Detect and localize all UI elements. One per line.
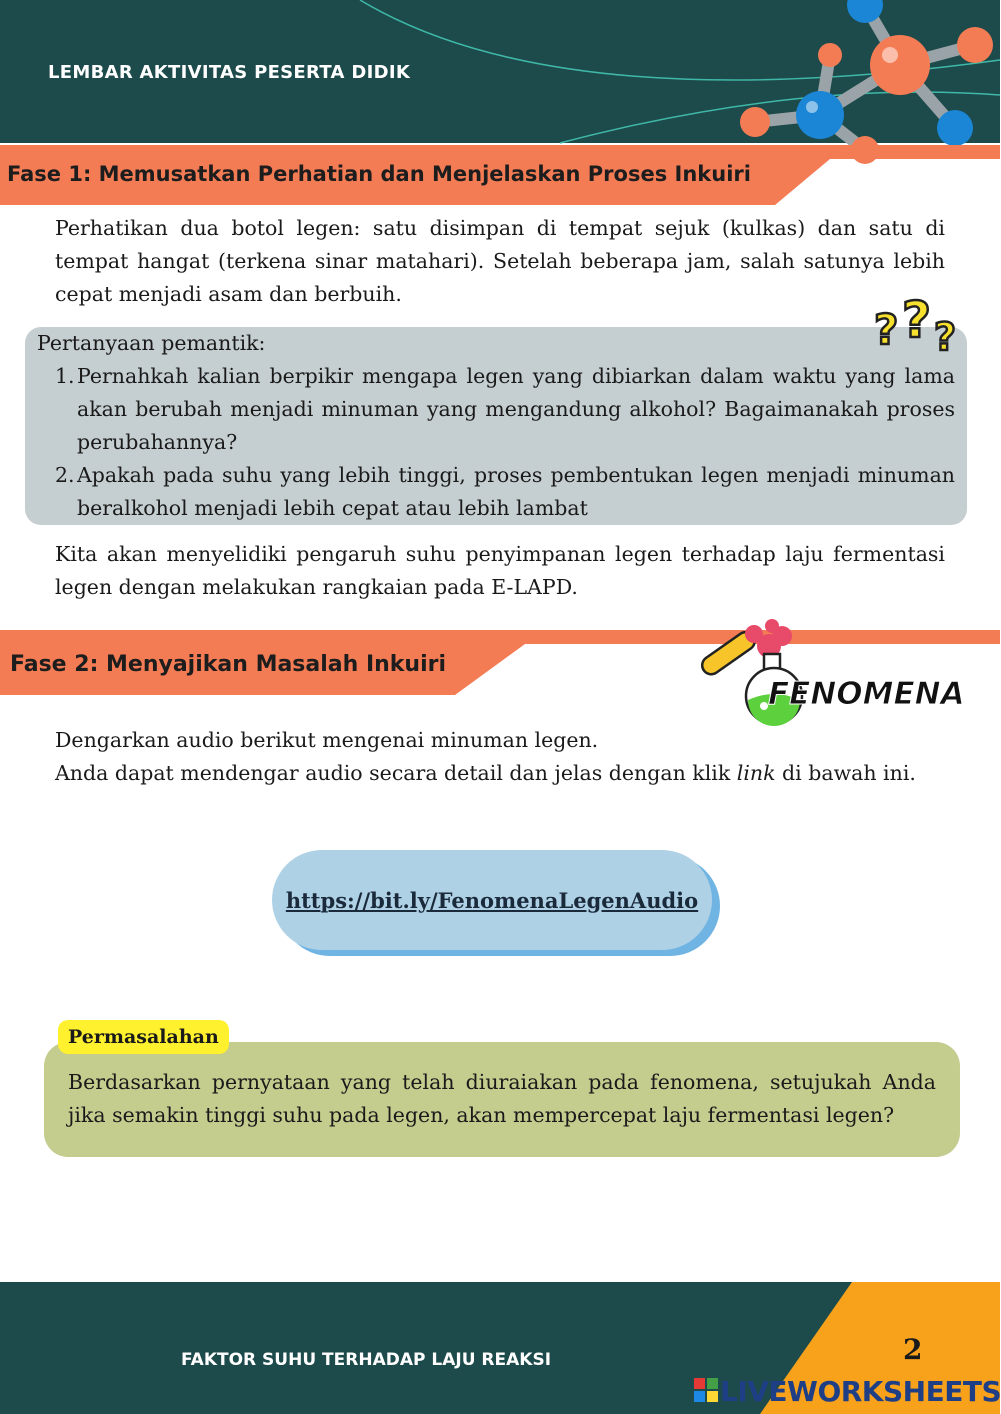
question-text: Pernahkah kalian berpikir mengapa legen yang dibiarkan dalam waktu yang lama akan berubah menjadi minuman yang mengandung alkohol? Bagaimanakah proses perubahannya? [77,364,955,454]
question-item [25,360,955,459]
phase2-line2-before: Anda dapat mendengar audio secara detail dan jelas dengan klik [55,761,737,785]
audio-link-pill [272,850,712,950]
problem-box [44,1042,960,1157]
liveworksheets-logo-icon [694,1378,720,1404]
phase1-closing: Kita akan menyelidiki pengaruh suhu penyimpanan legen terhadap laju fermentasi legen dengan melakukan rangkaian pada E-LAPD. [55,542,945,599]
svg-text:?: ? [934,315,957,359]
problem-text: Berdasarkan pernyataan yang telah diuraiakan pada fenomena, setujukah Anda jika semakin tinggi suhu pada legen, akan mempercepat laju fermentasi legen? [68,1070,936,1127]
question-text: Apakah pada suhu yang lebih tinggi, proses pembentukan legen menjadi minuman beralkohol menjadi lebih cepat atau lebih lambat [77,463,955,520]
page-header [0,0,1000,143]
fenomena-badge: FENOMENA [768,676,965,712]
problem-label: Permasalahan [58,1020,229,1054]
page-number: 2 [903,1333,923,1366]
header-title: LEMBAR AKTIVITAS PESERTA DIDIK [48,62,411,83]
phase2-line2-italic: link [736,761,776,785]
questions-title: Pertanyaan pemantik: [37,331,266,355]
phase2-line1: Dengarkan audio berikut mengenai minuman legen. [55,728,599,752]
question-item [25,459,955,525]
phase2-title: Fase 2: Menyajikan Masalah Inkuiri [10,652,447,677]
phase2-line2-after: di bawah ini. [775,761,916,785]
liveworksheets-text: LIVEWORKSHEETS [720,1374,1001,1408]
liveworksheets-logo [694,1376,1001,1406]
phase1-title: Fase 1: Memusatkan Perhatian dan Menjelaskan Proses Inkuiri [7,162,751,186]
question-number: 2. [55,463,75,487]
phase1-intro: Perhatikan dua botol legen: satu disimpan di tempat sejuk (kulkas) dan satu di tempat hangat (terkena sinar matahari). Setelah beberapa jam, salah satunya lebih cepat menjadi asam dan berbuih. [55,216,945,306]
question-marks-icon [872,292,972,362]
fenomena-flask-icon [694,614,965,734]
svg-text:?: ? [902,291,932,349]
phase2-line2 [55,757,945,790]
phase1-banner [0,143,1000,201]
footer-title: FAKTOR SUHU TERHADAP LAJU REAKSI [181,1350,552,1370]
questions-list [25,360,955,525]
audio-link[interactable]: https://bit.ly/FenomenaLegenAudio [285,887,699,913]
questions-box [25,327,967,525]
svg-text:?: ? [874,305,899,354]
molecule-icon [740,0,993,164]
question-number: 1. [55,364,75,388]
